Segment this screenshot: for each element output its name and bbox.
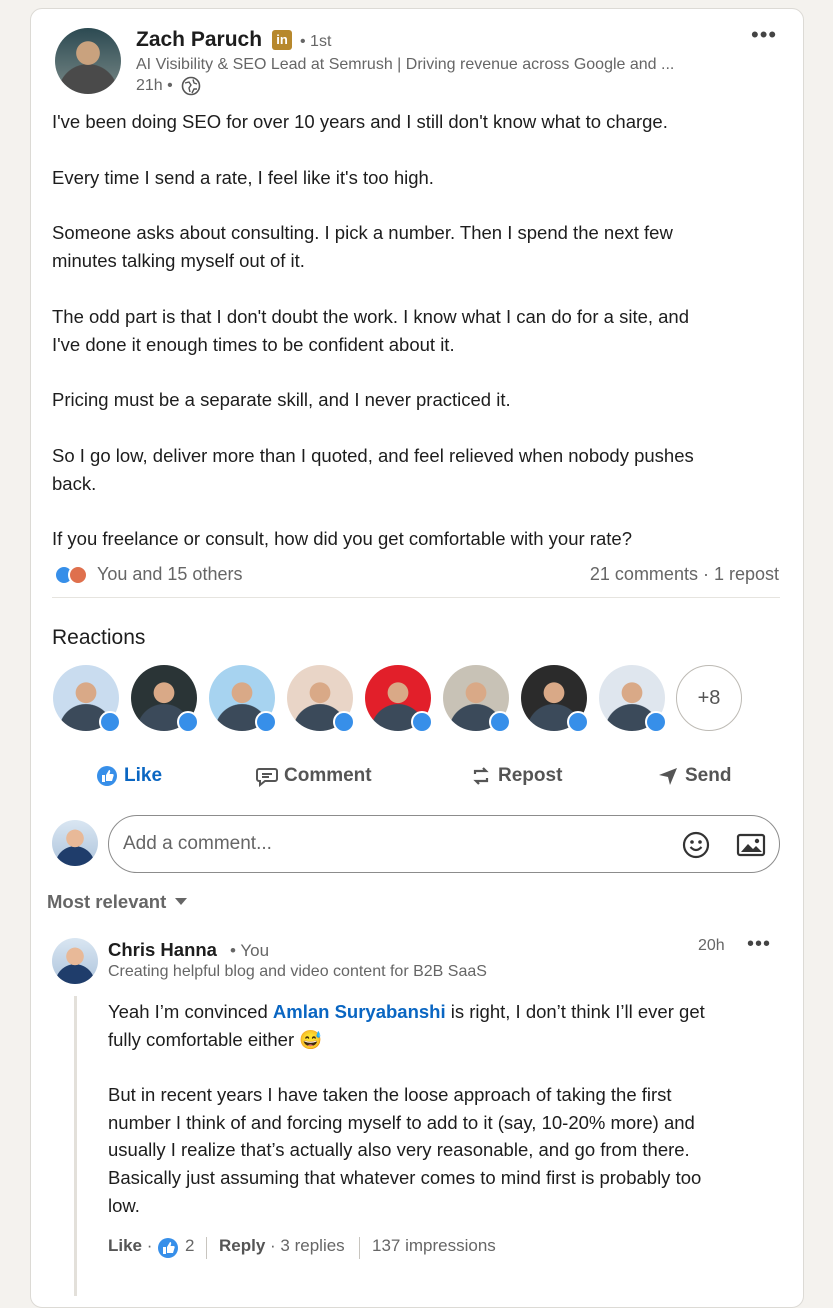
- comment-input[interactable]: [123, 830, 663, 858]
- post-text-line: minutes talking myself out of it.: [52, 250, 305, 271]
- thread-line: [74, 996, 77, 1296]
- reply-button[interactable]: Reply: [219, 1236, 266, 1255]
- separator: [206, 1237, 207, 1259]
- comment-label: Comment: [284, 765, 372, 786]
- post-text-line: I've done it enough times to be confident about it.: [52, 334, 455, 355]
- comment-time: 20h: [698, 937, 725, 954]
- comment-icon: [256, 765, 278, 787]
- reactor-avatar[interactable]: [443, 665, 509, 731]
- reactor-avatar[interactable]: [521, 665, 587, 731]
- comments-repost-count[interactable]: 21 comments · 1 repost: [589, 564, 779, 584]
- post-text-line: So I go low, deliver more than I quoted, and feel relieved when nobody pushes: [52, 445, 694, 466]
- comment-text-segment: is right, I don’t think I’ll ever get: [445, 1001, 705, 1022]
- like-badge-icon: [489, 711, 511, 733]
- comment-text-segment: Yeah I’m convinced: [108, 1001, 273, 1022]
- emoji-icon[interactable]: [681, 830, 711, 860]
- send-label: Send: [685, 765, 732, 786]
- comment-text-line: usually I realize that’s actually also very reasonable, and go from there.: [108, 1139, 690, 1161]
- linkedin-premium-icon: in: [272, 30, 292, 50]
- comment-text-line: [108, 998, 705, 1026]
- comment-text-line: fully comfortable either 😅: [108, 1029, 323, 1050]
- post-text-line: back.: [52, 473, 97, 494]
- author-headline: AI Visibility & SEO Lead at Semrush | Driving revenue across Google and ...: [136, 56, 675, 73]
- post-text-line: Someone asks about consulting. I pick a number. Then I spend the next few: [52, 222, 673, 243]
- love-reaction-icon: [68, 565, 88, 585]
- like-badge-icon: [99, 711, 121, 733]
- post-text-line: If you freelance or consult, how did you get comfortable with your rate?: [52, 528, 632, 549]
- replies-count[interactable]: · 3 replies: [270, 1236, 345, 1255]
- image-icon[interactable]: [736, 832, 766, 858]
- comment-like-count[interactable]: 2: [185, 1236, 195, 1255]
- like-badge-icon: [255, 711, 277, 733]
- commenter-name[interactable]: Chris Hanna: [108, 939, 217, 960]
- separator-dot: ·: [146, 1236, 153, 1255]
- repost-label: Repost: [498, 765, 563, 786]
- comment-text-line: low.: [108, 1194, 140, 1216]
- comment-text-line: But in recent years I have taken the loose approach of taking the first: [108, 1084, 672, 1105]
- impressions-count[interactable]: 137 impressions: [372, 1236, 496, 1255]
- like-icon: [96, 765, 118, 787]
- repost-icon: [470, 765, 492, 787]
- comment-reply-area: [219, 1236, 345, 1260]
- like-reaction-icon: [157, 1237, 179, 1259]
- reactor-avatar[interactable]: [365, 665, 431, 731]
- sort-dropdown[interactable]: Most relevant: [47, 891, 167, 912]
- reactor-avatar[interactable]: [287, 665, 353, 731]
- post-time: 21h •: [136, 77, 173, 94]
- comment-like-button[interactable]: Like: [108, 1236, 143, 1255]
- post-text-line: I've been doing SEO for over 10 years and I still don't know what to charge.: [52, 111, 668, 132]
- separator: [359, 1237, 360, 1259]
- like-badge-icon: [333, 711, 355, 733]
- author-avatar[interactable]: [55, 28, 121, 94]
- globe-icon: [181, 76, 201, 96]
- reactor-avatar[interactable]: [53, 665, 119, 731]
- mention-link[interactable]: Amlan Suryabanshi: [272, 1001, 446, 1022]
- post-text-line: Pricing must be a separate skill, and I never practiced it.: [52, 389, 511, 410]
- like-badge-icon: [411, 711, 433, 733]
- divider: [52, 597, 780, 598]
- like-badge-icon: [177, 711, 199, 733]
- current-user-avatar: [52, 820, 98, 866]
- reactor-avatar[interactable]: [599, 665, 665, 731]
- caret-down-icon[interactable]: [175, 898, 187, 905]
- comment-actions: [108, 1236, 152, 1260]
- reactor-avatar[interactable]: [209, 665, 275, 731]
- commenter-avatar[interactable]: [52, 938, 98, 984]
- commenter-you-label: • You: [230, 941, 270, 960]
- reaction-type-icons: [54, 565, 94, 585]
- post-text-line: Every time I send a rate, I feel like it's too high.: [52, 167, 434, 188]
- post-text-line: The odd part is that I don't doubt the work. I know what I can do for a site, and: [52, 306, 690, 327]
- like-label: Like: [124, 765, 163, 786]
- like-badge-icon: [645, 711, 667, 733]
- post-more-button[interactable]: •••: [751, 22, 778, 47]
- comment-text-line: Basically just assuming that whatever comes to mind first is probably too: [108, 1167, 702, 1189]
- send-icon: [657, 765, 679, 787]
- connection-degree: • 1st: [300, 33, 332, 50]
- like-badge-icon: [567, 711, 589, 733]
- comment-text-line: number I think of and forcing myself to add to it (say, 10-20% more) and: [108, 1111, 695, 1133]
- more-reactors-button[interactable]: +8: [676, 665, 742, 731]
- reactor-avatar[interactable]: [131, 665, 197, 731]
- author-name[interactable]: Zach Paruch: [136, 28, 263, 51]
- comment-more-button[interactable]: •••: [747, 933, 772, 955]
- reactions-title: Reactions: [52, 626, 146, 649]
- reaction-summary-text: You and 15 others: [97, 564, 243, 584]
- commenter-headline: Creating helpful blog and video content for B2B SaaS: [108, 963, 487, 980]
- comment-box[interactable]: [108, 815, 780, 873]
